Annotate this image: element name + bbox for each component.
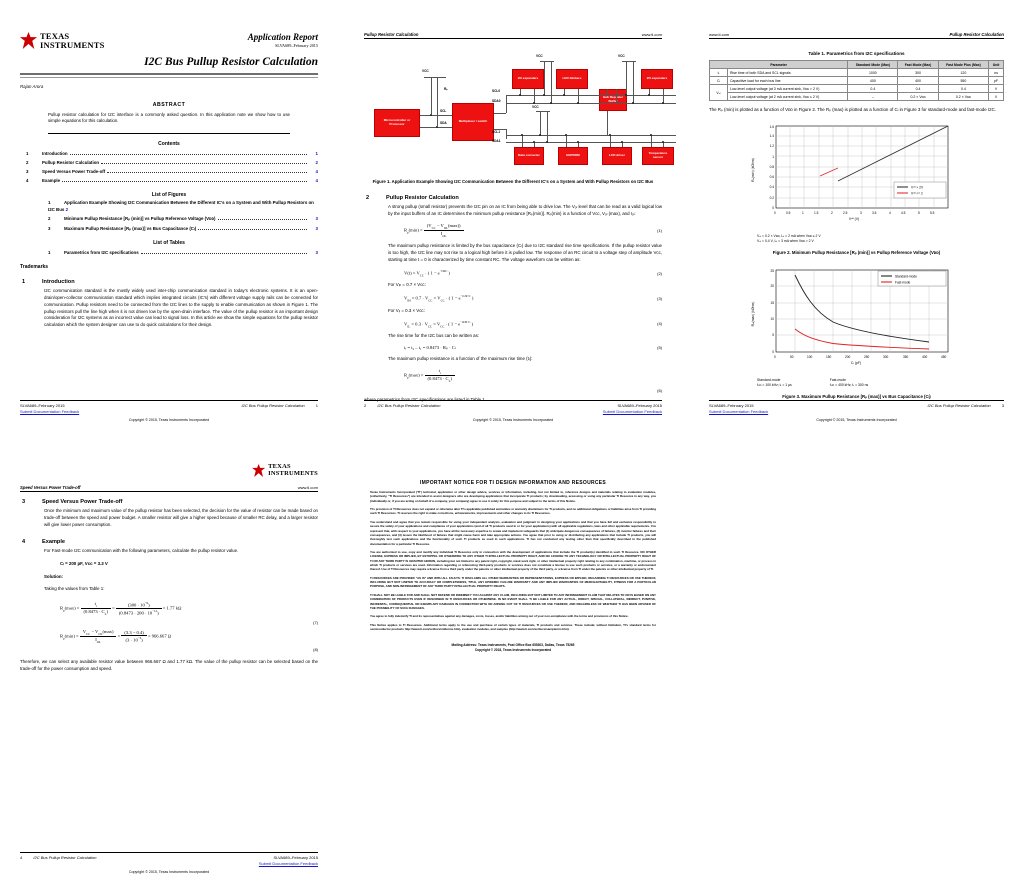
toc-label: Pullup Resistor Calculation <box>42 159 100 165</box>
svg-text:1.2: 1.2 <box>769 143 774 148</box>
svg-text:0.4: 0.4 <box>769 184 774 189</box>
footer-doc-id: SLVA689–February 2015 <box>709 403 754 408</box>
page-2[interactable] <box>344 18 682 430</box>
equation-5-number: (5) <box>657 345 662 351</box>
equation-7-result: 1.77 kΩ <box>166 605 182 611</box>
svg-text:0.5: 0.5 <box>785 210 790 215</box>
equation-8: $R_p(\min)$ = $\frac{V_{CC} - V_{OL}(\max)}{I_{OL}}$ = $\frac{(3.3 - 0.4)}{(3 \cdot 10^{-3})}$ = 966.667 Ω <box>60 628 172 644</box>
figure-2-caption: Figure 2. Minimum Pullup Resistance [Rₚ (min)] vs Pullup Reference Voltage (Vᴅᴅ) <box>772 249 941 255</box>
svg-text:200: 200 <box>844 354 850 359</box>
equation-2: $V(t) = V_{CC}$ · ( $1 - e^{-t/RC}$ ) <box>404 268 450 278</box>
svg-text:0.6: 0.6 <box>769 174 774 179</box>
cell-fastplus: 120 <box>938 69 989 77</box>
cell-desc: Low-level output voltage (at 2 mA current sink, Vᴅᴅ ≤ 2 V) <box>728 93 848 101</box>
cell-symbol: tᵣ <box>710 69 728 77</box>
section-2-para-7: where parametrics from I2C specifications are listed in Table 1. <box>364 397 486 403</box>
toc-item[interactable] <box>20 168 318 175</box>
table-1-caption: Table 1. Parametrics from I2C specifications <box>808 51 905 56</box>
footer-page-number: 2 <box>364 403 367 408</box>
svg-text:0: 0 <box>773 210 776 215</box>
cell-desc: Capacitive load for each bus line <box>728 77 848 85</box>
footer-title: I2C Bus Pullup Resistor Calculation <box>241 403 305 408</box>
footer-copyright: Copyright © 2015, Texas Instruments Incorporated <box>816 418 897 422</box>
ti-logo <box>20 32 105 49</box>
notice-heading: IMPORTANT NOTICE FOR TI DESIGN INFORMATION AND RESOURCES <box>419 480 607 486</box>
footer-title: I2C Bus Pullup Resistor Calculation <box>33 855 97 860</box>
fig3-legend <box>878 271 946 286</box>
equation-3: $V_{IH} = 0.7 \cdot V_{CC} = V_{CC}$ · ( $1 - e^{-t1/R\cdot C}$ ) <box>404 294 474 303</box>
ti-star-icon <box>252 464 265 477</box>
th-unit: Unit <box>989 61 1004 69</box>
toc-page: 4 <box>315 178 318 184</box>
equation-7-row <box>20 601 318 616</box>
footer-page-number: 4 <box>20 855 23 860</box>
equation-8-number: (8) <box>313 647 318 653</box>
page-5-notice[interactable] <box>344 452 682 882</box>
toc-item[interactable] <box>20 159 318 166</box>
figure-toc-item[interactable] <box>20 215 318 222</box>
section-4-number: 4 <box>22 539 26 546</box>
figure-1-caption: Figure 1. Application Example Showing I2C Communication Between the Different IC's on a System and With Pullup Resistors on I2C Bus <box>372 179 654 184</box>
block-led-blinkers: LED blinkers <box>556 69 588 89</box>
svg-text:15: 15 <box>769 300 774 305</box>
page-4[interactable] <box>0 452 338 882</box>
page-1[interactable] <box>0 18 338 430</box>
mailing-address: Mailing Address: Texas Instruments, Post Office Box 655303, Dallas, Texas 75265 <box>451 643 575 648</box>
equation-5: tᵣ = t₂ – t₁ = 0.8473 · Rₚ · Cₗ <box>404 344 456 350</box>
svg-text:150: 150 <box>825 354 831 359</box>
fig-toc-page: 2 <box>65 206 69 212</box>
page4-logo-row <box>20 452 318 477</box>
fig2-ylabel: Rₙ(min) (kOhm) <box>750 157 755 182</box>
section-2-header <box>364 195 662 201</box>
svg-text:1.6: 1.6 <box>769 124 774 129</box>
page-3-footer <box>709 400 1004 422</box>
figure-toc-item[interactable] <box>20 200 318 213</box>
toc-label: Introduction <box>42 150 68 156</box>
section-1-number: 1 <box>22 279 26 286</box>
page3-running-head <box>709 18 1004 37</box>
block-io-expanders-2: I/O expanders <box>641 69 673 89</box>
figure-1-diagram: Microcontroller or Processor Multiplexer / switch I/O expanders LED blinkers Hub Repeater Buffer I/O expanders Data converter EEPROM LCD driver Temperature sensor VCC SCL SDA Rₙ SCL0 SDA0 SCL1 SDA1 VCC VCC VCC <box>364 47 662 175</box>
equation-8-result: 966.667 Ω <box>151 633 172 639</box>
svg-text:5: 5 <box>771 332 774 337</box>
trademarks-heading: Trademarks <box>20 264 49 271</box>
footer-doc-id: SLVA689–February 2015 <box>273 855 318 860</box>
page2-running-head <box>364 18 662 37</box>
table-row <box>710 77 1004 85</box>
table-row <box>710 85 1004 93</box>
equation-6-row <box>364 368 662 383</box>
fig-toc-num: 3 <box>48 226 51 232</box>
block-io-expanders-1: I/O expanders <box>512 69 544 89</box>
svg-text:400: 400 <box>921 354 927 359</box>
figure-2-chart <box>709 120 1004 232</box>
abstract-heading: ABSTRACT <box>152 101 186 108</box>
figure-3-chart <box>709 264 1004 376</box>
toc-leader <box>198 225 307 230</box>
footer-feedback-link[interactable]: Submit Documentation Feedback <box>709 409 769 414</box>
footer-feedback-link[interactable]: Submit Documentation Feedback <box>258 861 318 866</box>
table-1-after-text: The Rₚ (min) is plotted as a function of Vᴅᴅ in Figure 2. The Rₚ (max) is plotted as a function of Cₗ in Figure 3 for standard-mode and fast-mode I2C. <box>709 107 996 112</box>
svg-text:0: 0 <box>773 354 776 359</box>
footer-page-number: 3 <box>1001 403 1004 408</box>
equation-2-number: (2) <box>657 270 662 276</box>
page-4-footer <box>20 852 318 874</box>
cell-fast: 400 <box>898 77 938 85</box>
footer-copyright: Copyright © 2015, Texas Instruments Incorporated <box>128 870 210 874</box>
toc-leader <box>141 249 307 254</box>
equation-6: $R_p(\max)$ = $\frac{t_r}{(0.8473 \cdot C_L)}$ <box>404 368 455 383</box>
table-header-row <box>710 61 1004 69</box>
notice-footer <box>370 643 656 653</box>
tbl-toc-num: 1 <box>48 249 51 255</box>
figure-3-svg <box>742 264 972 376</box>
fig-toc-page: 3 <box>315 226 318 232</box>
section-2-para-2: The maximum pullup resistance is limited by the bus capacitance (Cₗ) due to I2C standard rise time specifications. If the pullup resistor value is too high, the I2C line may not rise to a logical high before it is pulled low. The response of an RC circuit to a voltage step of amplitude Vᴄᴄ, starting at time t = 0 is characterized by time constant RC. The voltage waveform can be written as: <box>388 243 662 263</box>
running-head-right: Pullup Resistor Calculation <box>949 32 1004 37</box>
section-2-para-6: The maximum pullup resistance is a function of the maximum rise time (tᵣ): <box>388 355 533 361</box>
fig-toc-num: 2 <box>48 216 51 222</box>
fig-toc-label: Application Example Showing I2C Communication Between the Different IC's on a System and With Pullup Resistors on I2C Bus <box>48 200 314 212</box>
section-4-intro: For Fast-mode I2C communication with the following parameters, calculate the pullup resistor value. <box>44 548 239 554</box>
equation-5-row <box>364 345 662 351</box>
cell-fastplus: 0.4 <box>938 85 989 93</box>
section-1-title: Introduction <box>42 279 75 286</box>
page-2-footer <box>364 400 662 422</box>
fig-toc-num: 1 <box>48 200 51 206</box>
section-3-number: 3 <box>22 499 26 505</box>
page4-running-head <box>20 477 318 490</box>
table-row <box>710 93 1004 101</box>
svg-text:3.5: 3.5 <box>871 210 876 215</box>
author: Rajan Arora <box>20 83 44 89</box>
fig2-xticks <box>774 211 935 215</box>
notice-para-3: You understand and agree that you remain responsible for using your independent analysis, evaluation and judgment in designing your applications and that you have full and exclusive responsibility to assure the safety of your applications and compliance of your applications (and of all TI products used in or for your applications) with all applicable regulations, laws and other applicable requirements. You represent that, with respect to your applications, you have all the necessary expertise to create and implement safeguards that (1) anticipate dangerous consequences of failures, (2) monitor failures and their consequences, and (3) lessen the likelihood of failures that might cause harm and take appropriate actions. You agree that prior to using or distributing any applications that include TI products, you will thoroughly test such applications and the functionality of such TI products as used in such applications. TI has not conducted any testing other than that specifically described in the published documentation for a particular TI Resource. <box>370 519 656 546</box>
section-4-params: Cₗ = 200 pF, Vᴄᴄ = 3.3 V <box>60 561 108 567</box>
equation-3-row <box>364 294 662 302</box>
equation-4: $V_{IL} = 0.3 \cdot V_{CC} = V_{CC}$ · ( $1 - e^{-t2/R\cdot C}$ ) <box>404 319 474 328</box>
block-temperature-sensor: Temperature sensor <box>642 147 674 165</box>
block-data-converter: Data converter <box>514 147 544 165</box>
running-head-left: Pullup Resistor Calculation <box>364 32 419 37</box>
page-1-footer <box>20 400 318 422</box>
block-multiplexer: Multiplexer / switch <box>452 103 494 141</box>
toc-num: 4 <box>26 178 29 184</box>
svg-text:4: 4 <box>888 210 891 215</box>
equation-1: $R_p(\min)$ = $\frac{(V_{CC} - V_{OL}(\max))}{I_{OL}}$ <box>404 223 464 238</box>
fig3-cond-fast-vals: fₛᴄₗ = 400 kHz; tᵣ = 300 ns <box>829 383 869 388</box>
svg-text:4.5: 4.5 <box>900 210 905 215</box>
abstract-text: Pullup resistor calculation for I2C interface is a commonly asked question. In this application note we show how to use simple equations for this calculation. <box>48 111 290 124</box>
fig3-cond-fast-title: Fast-mode <box>829 377 846 382</box>
ti-logo-line1: TEXAS <box>40 31 70 41</box>
toc-label: Speed Versus Power Trade-off <box>42 168 106 174</box>
contents-heading: Contents <box>158 141 180 148</box>
svg-text:0.8: 0.8 <box>769 164 774 169</box>
figure-3-conditions <box>709 378 1004 389</box>
running-head-left: www.ti.com <box>709 32 730 37</box>
cell-symbol: Vₒₗ <box>710 85 728 101</box>
section-1-header <box>20 279 318 285</box>
fig2-xlabel: Vᵈᵈ (V) <box>848 216 859 221</box>
cell-unit: V <box>989 93 1004 101</box>
fig3-ylabel: Rₙ(max) (kOhm) <box>750 301 755 327</box>
equation-7: $R_p(\max)$ = $\frac{t_r}{(0.8473 \cdot C_L)}$ = $\frac{(300 \cdot 10^{-9})}{(0.8473 \cdot 200 \cdot 10^{-12})}$ = 1.77 kΩ <box>60 600 182 616</box>
block-eeprom: EEPROM <box>558 147 588 165</box>
svg-text:350: 350 <box>902 354 908 359</box>
svg-text:1.5: 1.5 <box>813 210 818 215</box>
section-3-title: Speed Versus Power Trade-off <box>42 499 123 505</box>
notice-para-8 <box>370 623 656 632</box>
svg-text:Standard-mode: Standard-mode <box>894 274 917 279</box>
section-3-body: Once the minimum and maximum value of the pullup resistor has been selected, the decision for the value of resistor can be made based on trade-off between the speed and power budget. A smaller resistor will give a higher speed because of smaller RC delay, and a larger resistor will give lower power consumption. <box>44 508 318 527</box>
ti-logo-line1: TEXAS <box>268 463 291 470</box>
equation-3-number: (3) <box>657 295 662 301</box>
figures-heading: List of Figures <box>151 191 187 198</box>
title-rule <box>20 73 318 75</box>
doc-id: SLVA689–February 2015 <box>275 43 318 48</box>
section-2-para-5: The rise time for the I2C bus can be written as: <box>388 332 480 338</box>
fig2-cond-1: Vₒₗ = 0.2 × Vᴅᴅ, Iₒₗ = 2 mA when Vᴅᴅ ≤ 2 V <box>757 233 821 238</box>
toc-num: 3 <box>26 168 29 174</box>
svg-text:0: 0 <box>771 349 774 354</box>
notice-para-7: You agree to fully indemnify TI and its representatives against any damages, costs, losses, and/or liabilities arising out of your non-compliance with the terms and provisions of this Notice. <box>370 614 629 619</box>
equation-8-row <box>20 629 318 644</box>
fig2-yticks <box>769 125 774 210</box>
page-title: I2C Bus Pullup Resistor Calculation <box>144 56 318 68</box>
section-2-para-1: A strong pullup (small resistor) prevents the I2C pin on an IC from being able to drive low. The Vₒₗ level that can be read as a valid logical low by the input buffers of an IC determines the minimum pullup resistance [Rₚ(min)]. Rₚ(min) is a function of Vᴄᴄ, Vₒₗ (max), and Iₒₗ: <box>388 204 662 216</box>
notice-para-4: You are authorized to use, copy and modify any individual TI Resource only in connection with the development of applications that include the TI product(s) identified in such TI Resource. NO OTHER LICENSE, EXPRESS OR IMPLIED, BY ESTOPPEL OR OTHERWISE TO ANY OTHER TI INTELLECTUAL PROPERTY RIGHT, AND NO LICENSE TO ANY TECHNOLOGY OR INTELLECTUAL PROPERTY RIGHT OF TI OR ANY THIRD PARTY IS GRANTED HEREIN, including but not limited to any patent right, copyright, mask work right, or other intellectual property right relating to any combination, machine, or process in which TI products or services are used. Information regarding or referencing third-party products or services does not constitute a license to use such products or services, or a warranty or endorsement thereof. Use of TI Resources may require a license from a third party under the patents or other intellectual property of the third party, or a license from TI under the patents or other intellectual property of TI. <box>370 549 656 572</box>
notice-para-2: TI's provision of TI Resources does not expand or otherwise alter TI's applicable published warranties or warranty disclaimers for TI products, and no additional obligations or liabilities arise from TI providing such TI Resources. TI reserves the right to make corrections, enhancements, improvements and other changes to its TI Resources. <box>370 507 656 516</box>
cell-unit: V <box>989 85 1004 93</box>
cell-unit: pF <box>989 77 1004 85</box>
svg-text:0.2: 0.2 <box>769 195 774 200</box>
cell-fast: 0.4 <box>898 85 938 93</box>
svg-text:Vᵈᵈ <= 2: Vᵈᵈ <= 2 <box>910 191 923 196</box>
toc-num: 2 <box>26 159 29 165</box>
figure-2-svg <box>742 120 972 232</box>
fig2-cond-2: Vₒₗ = 0.4 V, Iₒₗ = 3 mA when Vᴅᴅ > 2 V <box>757 239 814 244</box>
title-rule-2 <box>20 77 318 78</box>
table-row <box>710 69 1004 77</box>
cell-fastplus: 0.2 × Vᴅᴅ <box>938 93 989 101</box>
page1-header <box>20 18 318 49</box>
toc-page: 1 <box>315 150 318 156</box>
svg-text:100: 100 <box>806 354 812 359</box>
footer-title: I2C Bus Pullup Resistor Calculation <box>377 403 441 408</box>
footer-copyright: Copyright © 2015, Texas Instruments Incorporated <box>472 418 554 422</box>
svg-text:5: 5 <box>917 210 920 215</box>
svg-text:Fast-mode: Fast-mode <box>894 280 910 285</box>
equation-6-number: (6) <box>657 388 662 394</box>
cell-desc: Low-level output voltage (at 3 mA current sink, Vᴅᴅ > 2 V) <box>728 85 848 93</box>
equation-4-row <box>364 320 662 328</box>
svg-text:20: 20 <box>769 283 774 288</box>
section-1-body: I2C communication standard is the mostly widely used inter-chip communication standard in today's electronic systems. It is an open-drain/open-collector communication standard which implies integrated circuits (IC's) with different voltage supply rails can be connected for communication. Pullup resistors need to be connected from the I2C lines to the supply to enable communication as shown in Figure 1. The pullup resistors pull the line high when it is not driven low by the open-drain interface. The value of the pullup resistor is an important design consideration for I2C systems as an incorrect value can lead to signal loss. In this article we show the simple equations for the pullup resistor calculation which the system designer can use to do quick calculations for their design. <box>44 288 318 328</box>
svg-text:2.5: 2.5 <box>842 210 847 215</box>
tables-heading: List of Tables <box>153 240 185 247</box>
svg-text:300: 300 <box>882 354 888 359</box>
cell-fast: 300 <box>898 69 938 77</box>
fig-toc-page: 3 <box>315 216 318 222</box>
toc-num: 1 <box>26 150 29 156</box>
toc-item[interactable] <box>20 177 318 184</box>
figure-2-conditions <box>709 234 1004 245</box>
section-4-solution-label: Solution: <box>44 574 64 580</box>
svg-text:1.4: 1.4 <box>769 133 774 138</box>
toc-leader <box>218 215 307 220</box>
page-3[interactable] <box>689 18 1024 430</box>
th-parameter: Parameter <box>710 61 848 69</box>
block-lcd-driver: LCD driver <box>602 147 632 165</box>
fig3-yticks <box>770 269 774 354</box>
th-fast-mode-plus: Fast Mode Plus (Max) <box>938 61 989 69</box>
toc-leader <box>101 159 307 164</box>
figure-toc-item[interactable] <box>20 225 318 232</box>
section-4-title: Example <box>42 539 66 546</box>
notice-para-6: TI SHALL NOT BE LIABLE FOR AND SHALL NOT DEFEND OR INDEMNIFY YOU AGAINST ANY CLAIM, INCLUDING BUT NOT LIMITED TO ANY INFRINGEMENT CLAIM THAT RELATES TO OR IS BASED ON ANY COMBINATION OF PRODUCTS EVEN IF DESCRIBED IN TI RESOURCES OR OTHERWISE. IN NO EVENT SHALL TI BE LIABLE FOR ANY ACTUAL, DIRECT, SPECIAL, COLLATERAL, INDIRECT, PUNITIVE, INCIDENTAL, CONSEQUENTIAL OR EXEMPLARY DAMAGES IN CONNECTION WITH OR ARISING OUT OF TI RESOURCES OR USE THEREOF, AND REGARDLESS OF WHETHER TI HAS BEEN ADVISED OF THE POSSIBILITY OF SUCH DAMAGES. <box>370 592 656 610</box>
cell-desc: Rise time of both SDA and SCL signals <box>728 69 848 77</box>
svg-text:250: 250 <box>863 354 869 359</box>
th-standard-mode: Standard Mode (Max) <box>848 61 898 69</box>
tbl-toc-label: Parametrics from I2C specifications <box>64 249 139 255</box>
svg-text:50: 50 <box>789 354 794 359</box>
equation-7-number: (7) <box>313 619 318 625</box>
tbl-toc-page: 3 <box>315 249 318 255</box>
fig-toc-label: Maximum Pullup Resistance [Rₚ (max)] vs Bus Capacitance (Cₗ) <box>64 226 197 232</box>
notice-para-8-text: This Notice applies to TI Resources. Additional terms apply to the use and purchase of certain types of materials, TI products and services. These include; without limitation, TI's standard terms for semiconductor products http://www.ti.com/sc/docs/stdterms.htm), evaluation modules, and samples (http://www.ti.com/sc/docs/sampterms.htm). <box>370 622 656 631</box>
toc-page: 4 <box>315 168 318 174</box>
section-2-title: Pullup Resistor Calculation <box>386 195 459 202</box>
report-type: Application Report <box>247 32 318 42</box>
table-toc-item[interactable] <box>20 249 318 256</box>
block-microcontroller: Microcontroller or Processor <box>374 109 420 137</box>
fig3-xlabel: Cₗ (pF) <box>850 360 861 365</box>
ti-logo-line2: INSTRUMENTS <box>40 39 105 50</box>
cell-std: 400 <box>848 77 898 85</box>
svg-text:1: 1 <box>801 210 804 215</box>
running-head-right: www.ti.com <box>297 485 318 490</box>
fig-toc-label: Minimum Pullup Resistance [Rₚ (min)] vs Pullup Reference Voltage (Vᴅᴅ) <box>64 216 216 222</box>
th-fast-mode: Fast Mode (Max) <box>898 61 938 69</box>
block-hub-repeater-buffer: Hub Repeater Buffer <box>599 89 627 111</box>
cell-fastplus: 550 <box>938 77 989 85</box>
table-parametrics <box>709 60 1004 101</box>
toc-label: Example <box>42 178 61 184</box>
svg-text:2: 2 <box>830 210 833 215</box>
cell-std: 0.4 <box>848 85 898 93</box>
cell-symbol: Cₗ <box>710 77 728 85</box>
section-2-number: 2 <box>366 195 370 202</box>
ti-logo <box>252 464 318 477</box>
equation-1-row <box>364 223 662 238</box>
section-3-header <box>20 499 318 505</box>
cell-unit: ns <box>989 69 1004 77</box>
svg-text:3: 3 <box>859 210 862 215</box>
fig3-xticks <box>774 355 947 359</box>
figure-3-caption: Figure 3. Maximum Pullup Resistance [Rₚ (max)] vs Bus Capacitance (Cₗ) <box>782 393 931 399</box>
abstract-divider <box>48 133 290 134</box>
footer-feedback-link[interactable]: Submit Documentation Feedback <box>20 409 80 414</box>
section-4-taking: Taking the values from Table 1: <box>44 585 105 591</box>
footer-page-number: 1 <box>315 403 318 408</box>
equation-1-number: (1) <box>657 227 662 233</box>
cell-std: 1000 <box>848 69 898 77</box>
section-2-para-3: For Vᵢₕ = 0.7 × Vᴄᴄ: <box>388 282 426 288</box>
toc-leader <box>62 177 307 182</box>
footer-feedback-link[interactable]: Submit Documentation Feedback <box>602 409 662 414</box>
footer-title: I2C Bus Pullup Resistor Calculation <box>927 403 991 408</box>
svg-text:0: 0 <box>771 205 774 210</box>
toc-page: 2 <box>315 159 318 165</box>
notice-para-1: Texas Instruments Incorporated ('TI') technical, application or other design advice, services or information, including, but not limited to, reference designs and materials relating to evaluation modules, (collectively, "TI Resources") are intended to assist designers who are developing applications that incorporate TI products; by downloading, accessing or using any particular TI Resource in any way, you (individually or, if you are acting on behalf of a company, your company) agree to use it solely for this purpose and subject to the terms of this Notice. <box>370 490 656 503</box>
notice-copyright: Copyright © 2018, Texas Instruments Incorporated <box>474 648 552 653</box>
svg-text:25: 25 <box>769 268 774 273</box>
section-2-para-4: For Vᵢₗ = 0.3 × Vᴄᴄ: <box>388 307 425 313</box>
running-head-left: Speed Versus Power Trade-off <box>20 485 81 490</box>
equation-2-row <box>364 269 662 277</box>
cell-std: – <box>848 93 898 101</box>
notice-para-5: TI RESOURCES ARE PROVIDED "AS IS" AND WITH ALL FAULTS. TI DISCLAIMS ALL OTHER WARRANTIES OR REPRESENTATIONS, EXPRESS OR IMPLIED, REGARDING TI RESOURCES OR USE THEREOF, INCLUDING BUT NOT LIMITED TO ACCURACY OR COMPLETENESS, TITLE, ANY EPIDEMIC FAILURE WARRANTY AND ANY IMPLIED WARRANTIES OF MERCHANTABILITY, FITNESS FOR A PARTICULAR PURPOSE, AND NON-INFRINGEMENT OF ANY THIRD PARTY INTELLECTUAL PROPERTY RIGHTS. <box>370 575 656 589</box>
toc-leader <box>70 150 307 155</box>
footer-doc-id: SLVA689–February 2015 <box>617 403 662 408</box>
svg-text:1: 1 <box>771 154 774 159</box>
ti-logo-line2: INSTRUMENTS <box>268 469 318 477</box>
svg-text:10: 10 <box>769 316 774 321</box>
svg-text:450: 450 <box>940 354 946 359</box>
toc-leader <box>107 168 307 173</box>
fig3-cond-std-title: Standard-mode <box>757 377 781 382</box>
toc-item[interactable] <box>20 150 318 157</box>
footer-doc-id: SLVA689–February 2015 <box>20 403 65 408</box>
ti-star-icon <box>20 32 37 49</box>
cell-fast: 0.2 × Vᴅᴅ <box>898 93 938 101</box>
svg-text:Vᵈᵈ > 2V: Vᵈᵈ > 2V <box>910 185 923 190</box>
footer-copyright: Copyright © 2015, Texas Instruments Incorporated <box>128 418 210 422</box>
section-4-conclusion: Therefore, we can select any available resistor value between 966.667 Ω and 1.77 kΩ. The value of the pullup resistor can be selected based on the trade-off for the power consumption and speed. <box>20 659 318 672</box>
fig2-legend <box>894 182 946 198</box>
svg-text:5.5: 5.5 <box>929 210 934 215</box>
section-4-header <box>20 539 318 545</box>
equation-4-number: (4) <box>657 321 662 327</box>
fig3-cond-std-vals: fₛᴄₗ = 100 kHz; tᵣ = 1 µs <box>757 383 792 388</box>
running-head-right: www.ti.com <box>641 32 662 37</box>
